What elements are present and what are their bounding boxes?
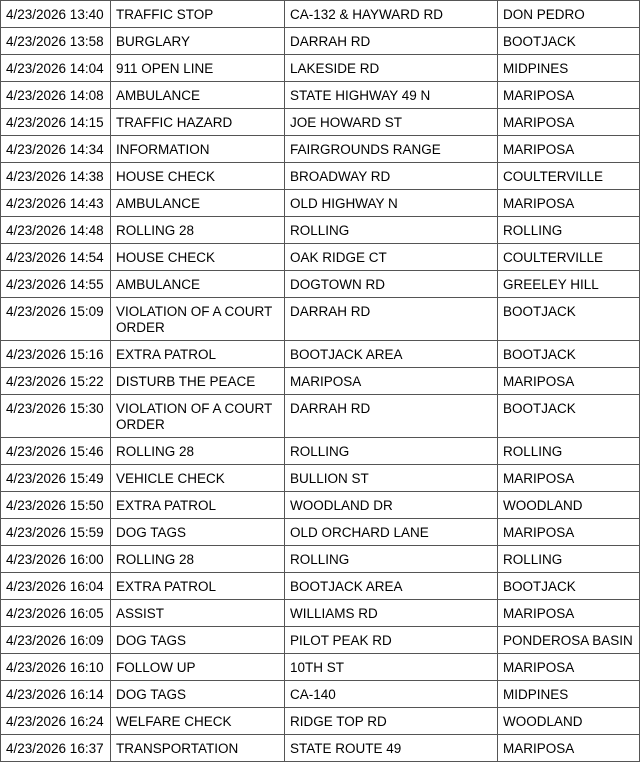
- table-row: [1, 298, 640, 341]
- cell-location: CA-140: [285, 681, 498, 708]
- cell-call-type: VIOLATION OF A COURT ORDER: [111, 298, 285, 341]
- table-row: [1, 244, 640, 271]
- cell-area: ROLLING: [498, 217, 640, 244]
- cell-location: PILOT PEAK RD: [285, 627, 498, 654]
- cell-location: BOOTJACK AREA: [285, 341, 498, 368]
- cell-area: PONDEROSA BASIN: [498, 627, 640, 654]
- cell-call-type: AMBULANCE: [111, 82, 285, 109]
- cell-call-type: TRANSPORTATION: [111, 735, 285, 762]
- cell-location: WILLIAMS RD: [285, 600, 498, 627]
- cell-location: DOGTOWN RD: [285, 271, 498, 298]
- cell-area: BOOTJACK: [498, 28, 640, 55]
- cell-call-type: EXTRA PATROL: [111, 573, 285, 600]
- cell-location: 10TH ST: [285, 654, 498, 681]
- cell-call-type: AMBULANCE: [111, 271, 285, 298]
- cell-datetime: 4/23/2026 13:58: [1, 28, 111, 55]
- cell-datetime: 4/23/2026 14:08: [1, 82, 111, 109]
- cell-call-type: AMBULANCE: [111, 190, 285, 217]
- cell-datetime: 4/23/2026 15:50: [1, 492, 111, 519]
- cell-area: BOOTJACK: [498, 341, 640, 368]
- cell-datetime: 4/23/2026 14:15: [1, 109, 111, 136]
- cell-call-type: ROLLING 28: [111, 438, 285, 465]
- cell-datetime: 4/23/2026 15:49: [1, 465, 111, 492]
- cell-call-type: WELFARE CHECK: [111, 708, 285, 735]
- table-row: [1, 341, 640, 368]
- cell-call-type: EXTRA PATROL: [111, 341, 285, 368]
- cell-area: COULTERVILLE: [498, 244, 640, 271]
- cell-location: BOOTJACK AREA: [285, 573, 498, 600]
- table-row: [1, 55, 640, 82]
- cell-area: DON PEDRO: [498, 1, 640, 28]
- cell-datetime: 4/23/2026 15:09: [1, 298, 111, 341]
- table-row: [1, 271, 640, 298]
- cell-call-type: EXTRA PATROL: [111, 492, 285, 519]
- cell-datetime: 4/23/2026 14:48: [1, 217, 111, 244]
- cell-area: WOODLAND: [498, 708, 640, 735]
- cell-call-type: 911 OPEN LINE: [111, 55, 285, 82]
- cell-datetime: 4/23/2026 13:40: [1, 1, 111, 28]
- table-row: [1, 735, 640, 762]
- call-log-body: [1, 1, 640, 762]
- table-row: [1, 519, 640, 546]
- table-row: [1, 654, 640, 681]
- table-row: [1, 217, 640, 244]
- cell-datetime: 4/23/2026 16:24: [1, 708, 111, 735]
- table-row: [1, 465, 640, 492]
- cell-datetime: 4/23/2026 14:55: [1, 271, 111, 298]
- table-row: [1, 546, 640, 573]
- cell-datetime: 4/23/2026 14:54: [1, 244, 111, 271]
- table-row: [1, 28, 640, 55]
- table-row: [1, 573, 640, 600]
- cell-call-type: TRAFFIC STOP: [111, 1, 285, 28]
- cell-location: JOE HOWARD ST: [285, 109, 498, 136]
- cell-datetime: 4/23/2026 15:30: [1, 395, 111, 438]
- cell-area: ROLLING: [498, 438, 640, 465]
- cell-datetime: 4/23/2026 14:04: [1, 55, 111, 82]
- cell-call-type: DOG TAGS: [111, 627, 285, 654]
- table-row: [1, 1, 640, 28]
- table-row: [1, 708, 640, 735]
- table-row: [1, 627, 640, 654]
- cell-area: MARIPOSA: [498, 190, 640, 217]
- cell-area: MIDPINES: [498, 55, 640, 82]
- cell-call-type: VIOLATION OF A COURT ORDER: [111, 395, 285, 438]
- cell-area: MARIPOSA: [498, 368, 640, 395]
- cell-area: MIDPINES: [498, 681, 640, 708]
- cell-datetime: 4/23/2026 15:16: [1, 341, 111, 368]
- cell-datetime: 4/23/2026 14:43: [1, 190, 111, 217]
- cell-datetime: 4/23/2026 16:10: [1, 654, 111, 681]
- cell-location: MARIPOSA: [285, 368, 498, 395]
- cell-area: BOOTJACK: [498, 395, 640, 438]
- table-row: [1, 438, 640, 465]
- cell-location: STATE ROUTE 49: [285, 735, 498, 762]
- cell-datetime: 4/23/2026 16:14: [1, 681, 111, 708]
- cell-location: LAKESIDE RD: [285, 55, 498, 82]
- cell-area: MARIPOSA: [498, 109, 640, 136]
- cell-area: COULTERVILLE: [498, 163, 640, 190]
- table-row: [1, 136, 640, 163]
- cell-call-type: HOUSE CHECK: [111, 163, 285, 190]
- cell-area: MARIPOSA: [498, 82, 640, 109]
- cell-datetime: 4/23/2026 15:46: [1, 438, 111, 465]
- cell-location: ROLLING: [285, 546, 498, 573]
- cell-area: MARIPOSA: [498, 136, 640, 163]
- cell-datetime: 4/23/2026 14:34: [1, 136, 111, 163]
- cell-location: RIDGE TOP RD: [285, 708, 498, 735]
- cell-call-type: DISTURB THE PEACE: [111, 368, 285, 395]
- cell-datetime: 4/23/2026 15:59: [1, 519, 111, 546]
- cell-area: MARIPOSA: [498, 735, 640, 762]
- cell-area: MARIPOSA: [498, 600, 640, 627]
- cell-location: DARRAH RD: [285, 298, 498, 341]
- cell-area: BOOTJACK: [498, 573, 640, 600]
- cell-area: BOOTJACK: [498, 298, 640, 341]
- cell-datetime: 4/23/2026 16:04: [1, 573, 111, 600]
- cell-datetime: 4/23/2026 16:37: [1, 735, 111, 762]
- cell-location: ROLLING: [285, 217, 498, 244]
- cell-area: MARIPOSA: [498, 465, 640, 492]
- table-row: [1, 82, 640, 109]
- cell-call-type: TRAFFIC HAZARD: [111, 109, 285, 136]
- cell-location: FAIRGROUNDS RANGE: [285, 136, 498, 163]
- cell-call-type: ROLLING 28: [111, 217, 285, 244]
- cell-datetime: 4/23/2026 16:05: [1, 600, 111, 627]
- table-row: [1, 600, 640, 627]
- table-row: [1, 163, 640, 190]
- cell-call-type: ROLLING 28: [111, 546, 285, 573]
- cell-location: DARRAH RD: [285, 28, 498, 55]
- cell-call-type: VEHICLE CHECK: [111, 465, 285, 492]
- cell-area: MARIPOSA: [498, 519, 640, 546]
- cell-call-type: HOUSE CHECK: [111, 244, 285, 271]
- table-row: [1, 395, 640, 438]
- cell-location: ROLLING: [285, 438, 498, 465]
- table-row: [1, 368, 640, 395]
- cell-call-type: INFORMATION: [111, 136, 285, 163]
- table-row: [1, 109, 640, 136]
- cell-location: OLD HIGHWAY N: [285, 190, 498, 217]
- cell-location: BROADWAY RD: [285, 163, 498, 190]
- cell-call-type: DOG TAGS: [111, 681, 285, 708]
- cell-call-type: FOLLOW UP: [111, 654, 285, 681]
- cell-location: OAK RIDGE CT: [285, 244, 498, 271]
- cell-area: WOODLAND: [498, 492, 640, 519]
- cell-location: DARRAH RD: [285, 395, 498, 438]
- cell-location: BULLION ST: [285, 465, 498, 492]
- cell-location: STATE HIGHWAY 49 N: [285, 82, 498, 109]
- table-row: [1, 492, 640, 519]
- cell-location: OLD ORCHARD LANE: [285, 519, 498, 546]
- cell-datetime: 4/23/2026 15:22: [1, 368, 111, 395]
- table-row: [1, 190, 640, 217]
- cell-call-type: ASSIST: [111, 600, 285, 627]
- cell-call-type: BURGLARY: [111, 28, 285, 55]
- cell-datetime: 4/23/2026 14:38: [1, 163, 111, 190]
- table-row: [1, 681, 640, 708]
- cell-area: GREELEY HILL: [498, 271, 640, 298]
- cell-area: MARIPOSA: [498, 654, 640, 681]
- cell-call-type: DOG TAGS: [111, 519, 285, 546]
- cell-area: ROLLING: [498, 546, 640, 573]
- cell-location: WOODLAND DR: [285, 492, 498, 519]
- cell-location: CA-132 & HAYWARD RD: [285, 1, 498, 28]
- cell-datetime: 4/23/2026 16:00: [1, 546, 111, 573]
- cell-datetime: 4/23/2026 16:09: [1, 627, 111, 654]
